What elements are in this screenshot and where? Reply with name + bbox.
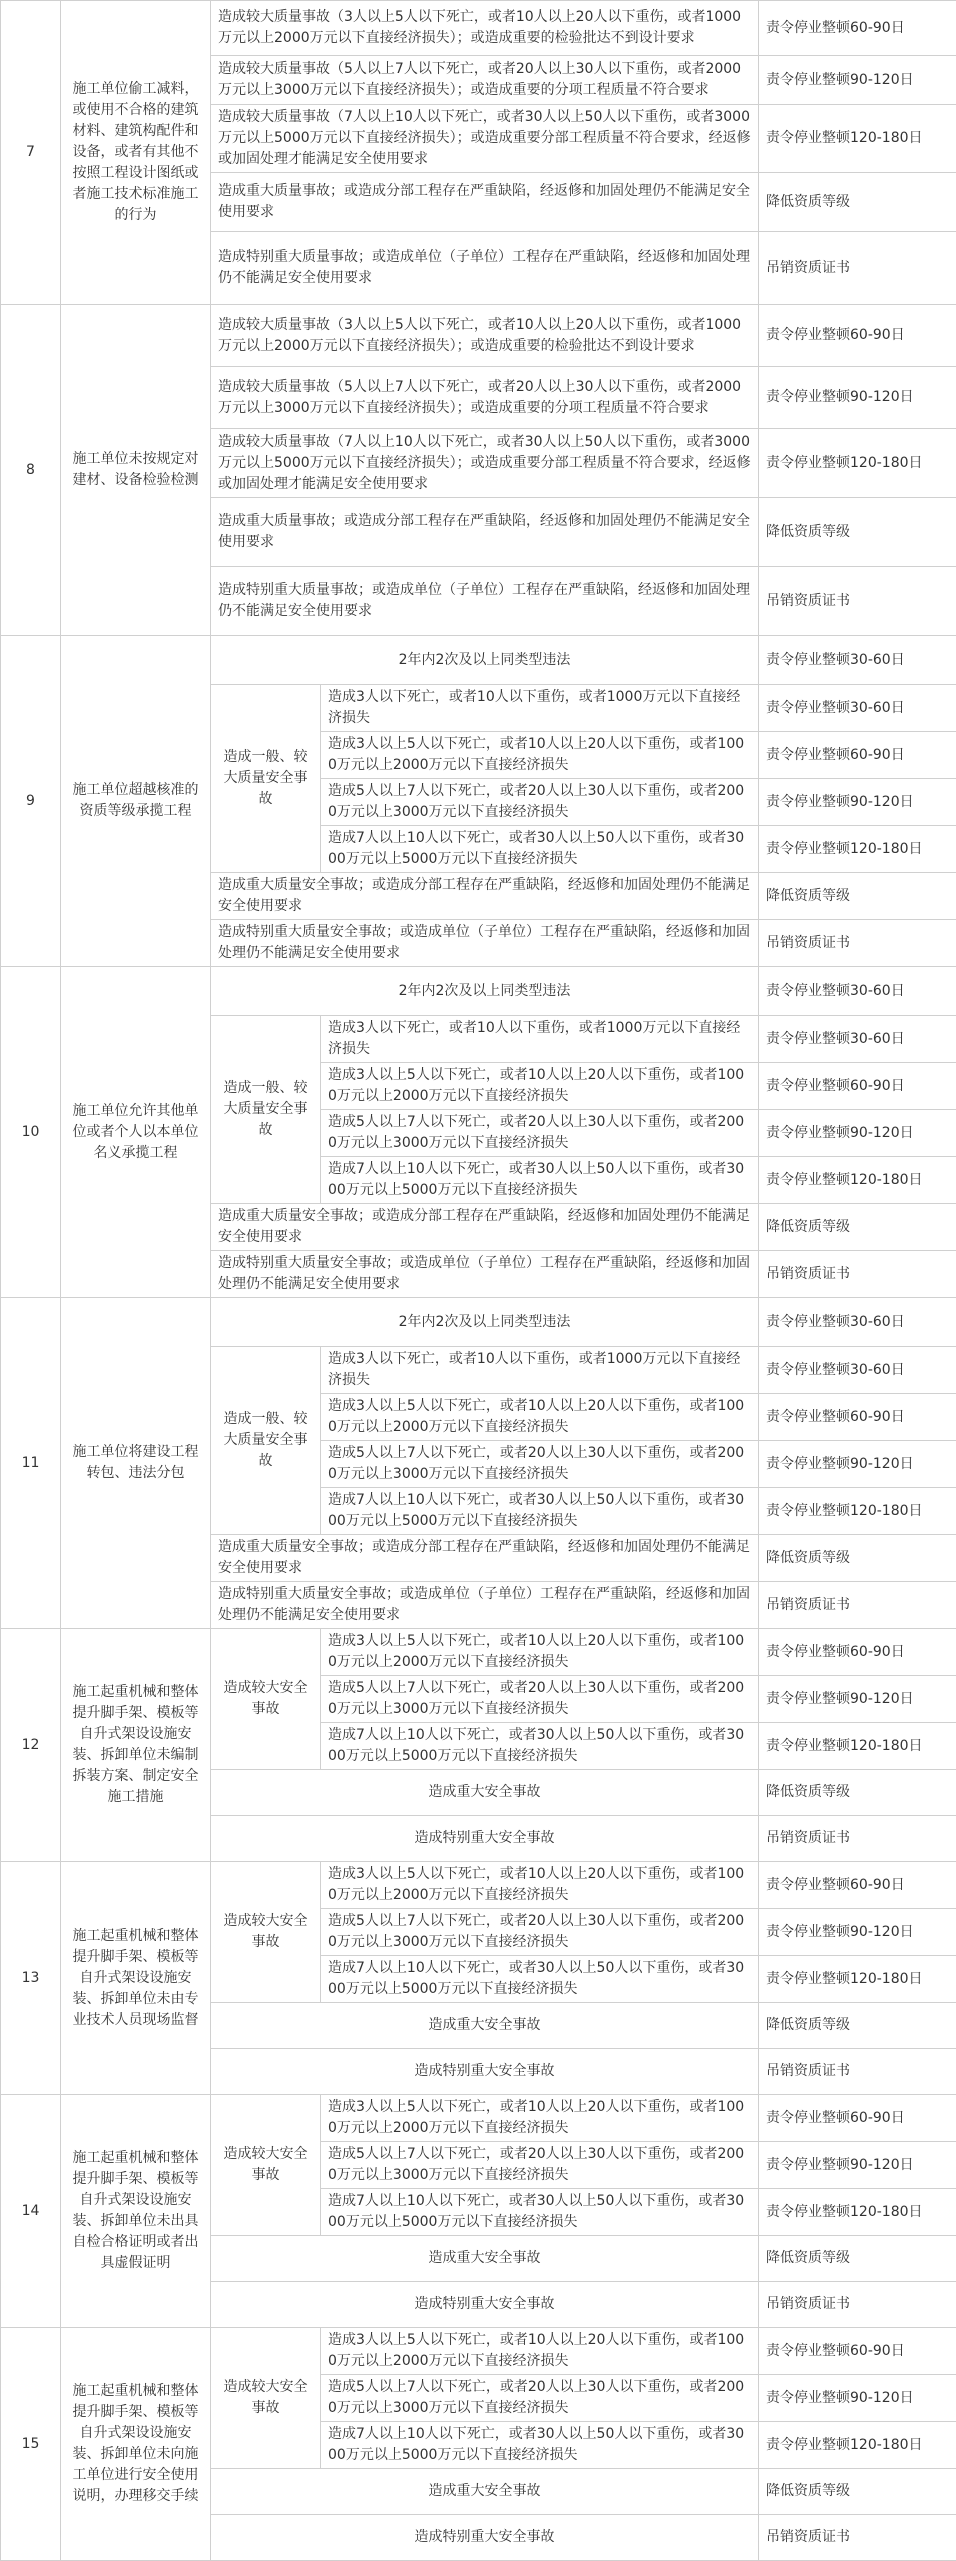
circumstance: 造成较大质量事故（5人以上7人以下死亡，或者20人以上30人以下重伤，或者2000万元以上3000万元以下直接经济损失）；或造成重要的分项工程质量不符合要求 <box>211 56 759 105</box>
circumstance: 造成7人以上10人以下死亡，或者30人以上50人以下重伤，或者3000万元以上5000万元以下直接经济损失 <box>321 2422 759 2469</box>
row-number: 7 <box>1 1 61 305</box>
circumstance: 造成5人以上7人以下死亡，或者20人以上30人以下重伤，或者2000万元以上3000万元以下直接经济损失 <box>321 2142 759 2189</box>
penalty: 降低资质等级 <box>759 2469 956 2515</box>
penalty: 降低资质等级 <box>759 2003 956 2049</box>
penalty: 吊销资质证书 <box>759 2515 956 2561</box>
circumstance: 造成特别重大质量事故；或造成单位（子单位）工程存在严重缺陷，经返修和加固处理仍不能满足安全使用要求 <box>211 567 759 636</box>
penalty: 吊销资质证书 <box>759 567 956 636</box>
circumstance: 造成3人以上5人以下死亡，或者10人以上20人以下重伤，或者1000万元以上2000万元以下直接经济损失 <box>321 1063 759 1110</box>
penalty: 责令停业整顿90-120日 <box>759 2375 956 2422</box>
penalty: 降低资质等级 <box>759 873 956 920</box>
circumstance: 造成3人以上5人以下死亡，或者10人以上20人以下重伤，或者1000万元以上2000万元以下直接经济损失 <box>321 2095 759 2142</box>
penalty: 责令停业整顿30-60日 <box>759 685 956 732</box>
circumstance: 2年内2次及以上同类型违法 <box>211 967 759 1016</box>
penalty: 责令停业整顿30-60日 <box>759 1016 956 1063</box>
penalty: 责令停业整顿120-180日 <box>759 2189 956 2236</box>
violation-behavior: 施工单位未按规定对建材、设备检验检测 <box>61 305 211 636</box>
circumstance: 造成重大质量安全事故；或造成分部工程存在严重缺陷，经返修和加固处理仍不能满足安全使用要求 <box>211 1535 759 1582</box>
penalty: 责令停业整顿90-120日 <box>759 1110 956 1157</box>
penalty: 责令停业整顿120-180日 <box>759 826 956 873</box>
circumstance: 造成较大质量事故（7人以上10人以下死亡，或者30人以上50人以下重伤，或者3000万元以上5000万元以下直接经济损失）；或造成重要分部工程质量不符合要求，经返修或加固处理才能满足安全使用要求 <box>211 429 759 498</box>
penalty: 吊销资质证书 <box>759 920 956 967</box>
circumstance: 造成7人以上10人以下死亡，或者30人以上50人以下重伤，或者3000万元以上5000万元以下直接经济损失 <box>321 2189 759 2236</box>
penalty: 责令停业整顿60-90日 <box>759 1629 956 1676</box>
circumstance: 造成重大安全事故 <box>211 1770 759 1816</box>
penalty: 责令停业整顿60-90日 <box>759 2095 956 2142</box>
penalty: 责令停业整顿60-90日 <box>759 305 956 367</box>
penalty: 吊销资质证书 <box>759 1816 956 1862</box>
penalty: 吊销资质证书 <box>759 232 956 305</box>
penalty: 降低资质等级 <box>759 1204 956 1251</box>
penalty: 责令停业整顿90-120日 <box>759 1909 956 1956</box>
penalty: 责令停业整顿120-180日 <box>759 1157 956 1204</box>
row-number: 14 <box>1 2095 61 2328</box>
penalty: 吊销资质证书 <box>759 1582 956 1629</box>
circumstance: 造成7人以上10人以下死亡，或者30人以上50人以下重伤，或者3000万元以上5000万元以下直接经济损失 <box>321 1488 759 1535</box>
circumstance: 造成重大安全事故 <box>211 2003 759 2049</box>
circumstance: 造成3人以下死亡，或者10人以下重伤，或者1000万元以下直接经济损失 <box>321 1347 759 1394</box>
circumstance: 造成3人以上5人以下死亡，或者10人以上20人以下重伤，或者1000万元以上2000万元以下直接经济损失 <box>321 2328 759 2375</box>
penalty: 责令停业整顿120-180日 <box>759 2422 956 2469</box>
penalty: 责令停业整顿60-90日 <box>759 732 956 779</box>
row-number: 9 <box>1 636 61 967</box>
penalty: 责令停业整顿120-180日 <box>759 105 956 173</box>
penalty: 责令停业整顿90-120日 <box>759 2142 956 2189</box>
circumstance: 造成7人以上10人以下死亡，或者30人以上50人以下重伤，或者3000万元以上5000万元以下直接经济损失 <box>321 1956 759 2003</box>
violation-behavior: 施工单位允许其他单位或者个人以本单位名义承揽工程 <box>61 967 211 1298</box>
penalty: 责令停业整顿90-120日 <box>759 779 956 826</box>
penalty: 降低资质等级 <box>759 1535 956 1582</box>
violation-behavior: 施工单位偷工减料，或使用不合格的建筑材料、建筑构配件和设备，或者有其他不按照工程设计图纸或者施工技术标准施工的行为 <box>61 1 211 305</box>
circumstance: 造成特别重大质量安全事故；或造成单位（子单位）工程存在严重缺陷，经返修和加固处理仍不能满足安全使用要求 <box>211 1582 759 1629</box>
accident-tier: 造成一般、较大质量安全事故 <box>211 1347 321 1535</box>
accident-tier: 造成较大安全事故 <box>211 1629 321 1770</box>
penalty: 吊销资质证书 <box>759 1251 956 1298</box>
circumstance: 造成重大质量安全事故；或造成分部工程存在严重缺陷，经返修和加固处理仍不能满足安全使用要求 <box>211 873 759 920</box>
circumstance: 造成特别重大质量安全事故；或造成单位（子单位）工程存在严重缺陷，经返修和加固处理仍不能满足安全使用要求 <box>211 1251 759 1298</box>
accident-tier: 造成一般、较大质量安全事故 <box>211 1016 321 1204</box>
circumstance: 造成重大安全事故 <box>211 2236 759 2282</box>
circumstance: 造成特别重大质量事故；或造成单位（子单位）工程存在严重缺陷，经返修和加固处理仍不能满足安全使用要求 <box>211 232 759 305</box>
circumstance: 造成重大质量事故；或造成分部工程存在严重缺陷，经返修和加固处理仍不能满足安全使用要求 <box>211 498 759 567</box>
penalty: 责令停业整顿120-180日 <box>759 1488 956 1535</box>
penalty: 责令停业整顿60-90日 <box>759 1063 956 1110</box>
accident-tier: 造成较大安全事故 <box>211 2328 321 2469</box>
row-number: 11 <box>1 1298 61 1629</box>
penalty: 责令停业整顿90-120日 <box>759 1676 956 1723</box>
circumstance: 造成特别重大安全事故 <box>211 1816 759 1862</box>
circumstance: 造成重大质量安全事故；或造成分部工程存在严重缺陷，经返修和加固处理仍不能满足安全使用要求 <box>211 1204 759 1251</box>
row-number: 15 <box>1 2328 61 2561</box>
circumstance: 造成5人以上7人以下死亡，或者20人以上30人以下重伤，或者2000万元以上3000万元以下直接经济损失 <box>321 1441 759 1488</box>
accident-tier: 造成较大安全事故 <box>211 1862 321 2003</box>
circumstance: 造成7人以上10人以下死亡，或者30人以上50人以下重伤，或者3000万元以上5000万元以下直接经济损失 <box>321 1157 759 1204</box>
circumstance: 造成3人以上5人以下死亡，或者10人以上20人以下重伤，或者1000万元以上2000万元以下直接经济损失 <box>321 1862 759 1909</box>
circumstance: 造成5人以上7人以下死亡，或者20人以上30人以下重伤，或者2000万元以上3000万元以下直接经济损失 <box>321 1909 759 1956</box>
violation-behavior: 施工起重机械和整体提升脚手架、模板等自升式架设设施安装、拆卸单位未向施工单位进行安全使用说明，办理移交手续 <box>61 2328 211 2561</box>
circumstance: 造成3人以上5人以下死亡，或者10人以上20人以下重伤，或者1000万元以上2000万元以下直接经济损失 <box>321 1394 759 1441</box>
violation-behavior: 施工单位将建设工程转包、违法分包 <box>61 1298 211 1629</box>
circumstance: 造成重大安全事故 <box>211 2469 759 2515</box>
circumstance: 造成3人以上5人以下死亡，或者10人以上20人以下重伤，或者1000万元以上2000万元以下直接经济损失 <box>321 1629 759 1676</box>
penalty: 降低资质等级 <box>759 498 956 567</box>
penalty: 责令停业整顿30-60日 <box>759 1298 956 1347</box>
circumstance: 造成较大质量事故（7人以上10人以下死亡，或者30人以上50人以下重伤，或者3000万元以上5000万元以下直接经济损失）；或造成重要分部工程质量不符合要求，经返修或加固处理才能满足安全使用要求 <box>211 105 759 173</box>
circumstance: 造成7人以上10人以下死亡，或者30人以上50人以下重伤，或者3000万元以上5000万元以下直接经济损失 <box>321 1723 759 1770</box>
circumstance: 造成3人以下死亡，或者10人以下重伤，或者1000万元以下直接经济损失 <box>321 1016 759 1063</box>
circumstance: 造成较大质量事故（3人以上5人以下死亡，或者10人以上20人以下重伤，或者1000万元以上2000万元以下直接经济损失）；或造成重要的检验批达不到设计要求 <box>211 1 759 56</box>
circumstance: 造成较大质量事故（5人以上7人以下死亡，或者20人以上30人以下重伤，或者2000万元以上3000万元以下直接经济损失）；或造成重要的分项工程质量不符合要求 <box>211 367 759 429</box>
penalty: 降低资质等级 <box>759 173 956 232</box>
penalty: 降低资质等级 <box>759 1770 956 1816</box>
accident-tier: 造成一般、较大质量安全事故 <box>211 685 321 873</box>
circumstance: 2年内2次及以上同类型违法 <box>211 1298 759 1347</box>
penalty: 责令停业整顿120-180日 <box>759 1723 956 1770</box>
penalty: 责令停业整顿30-60日 <box>759 1347 956 1394</box>
violation-behavior: 施工起重机械和整体提升脚手架、模板等自升式架设设施安装、拆卸单位未由专业技术人员现场监督 <box>61 1862 211 2095</box>
accident-tier: 造成较大安全事故 <box>211 2095 321 2236</box>
circumstance: 造成特别重大安全事故 <box>211 2049 759 2095</box>
row-number: 10 <box>1 967 61 1298</box>
penalty: 责令停业整顿30-60日 <box>759 967 956 1016</box>
circumstance: 造成5人以上7人以下死亡，或者20人以上30人以下重伤，或者2000万元以上3000万元以下直接经济损失 <box>321 1676 759 1723</box>
circumstance: 造成特别重大质量安全事故；或造成单位（子单位）工程存在严重缺陷，经返修和加固处理仍不能满足安全使用要求 <box>211 920 759 967</box>
circumstance: 造成5人以上7人以下死亡，或者20人以上30人以下重伤，或者2000万元以上3000万元以下直接经济损失 <box>321 779 759 826</box>
penalty: 责令停业整顿90-120日 <box>759 1441 956 1488</box>
circumstance: 造成5人以上7人以下死亡，或者20人以上30人以下重伤，或者2000万元以上3000万元以下直接经济损失 <box>321 2375 759 2422</box>
circumstance: 造成特别重大安全事故 <box>211 2282 759 2328</box>
penalty: 责令停业整顿120-180日 <box>759 1956 956 2003</box>
penalty: 责令停业整顿60-90日 <box>759 1394 956 1441</box>
penalty: 责令停业整顿60-90日 <box>759 2328 956 2375</box>
circumstance: 造成重大质量事故；或造成分部工程存在严重缺陷，经返修和加固处理仍不能满足安全使用要求 <box>211 173 759 232</box>
row-number: 8 <box>1 305 61 636</box>
circumstance: 造成3人以上5人以下死亡，或者10人以上20人以下重伤，或者1000万元以上2000万元以下直接经济损失 <box>321 732 759 779</box>
penalty: 责令停业整顿90-120日 <box>759 367 956 429</box>
penalty: 责令停业整顿60-90日 <box>759 1 956 56</box>
circumstance: 造成3人以下死亡，或者10人以下重伤，或者1000万元以下直接经济损失 <box>321 685 759 732</box>
circumstance: 造成7人以上10人以下死亡，或者30人以上50人以下重伤，或者3000万元以上5000万元以下直接经济损失 <box>321 826 759 873</box>
circumstance: 造成特别重大安全事故 <box>211 2515 759 2561</box>
penalty: 责令停业整顿60-90日 <box>759 1862 956 1909</box>
violation-behavior: 施工起重机械和整体提升脚手架、模板等自升式架设设施安装、拆卸单位未出具自检合格证明或者出具虚假证明 <box>61 2095 211 2328</box>
penalty: 吊销资质证书 <box>759 2049 956 2095</box>
penalty: 责令停业整顿30-60日 <box>759 636 956 685</box>
row-number: 13 <box>1 1862 61 2095</box>
circumstance: 造成较大质量事故（3人以上5人以下死亡，或者10人以上20人以下重伤，或者1000万元以上2000万元以下直接经济损失）；或造成重要的检验批达不到设计要求 <box>211 305 759 367</box>
circumstance: 造成5人以上7人以下死亡，或者20人以上30人以下重伤，或者2000万元以上3000万元以下直接经济损失 <box>321 1110 759 1157</box>
violation-behavior: 施工起重机械和整体提升脚手架、模板等自升式架设设施安装、拆卸单位未编制拆装方案、制定安全施工措施 <box>61 1629 211 1862</box>
violation-behavior: 施工单位超越核准的资质等级承揽工程 <box>61 636 211 967</box>
penalty: 责令停业整顿120-180日 <box>759 429 956 498</box>
row-number: 12 <box>1 1629 61 1862</box>
circumstance: 2年内2次及以上同类型违法 <box>211 636 759 685</box>
penalty: 吊销资质证书 <box>759 2282 956 2328</box>
penalty: 责令停业整顿90-120日 <box>759 56 956 105</box>
penalty: 降低资质等级 <box>759 2236 956 2282</box>
